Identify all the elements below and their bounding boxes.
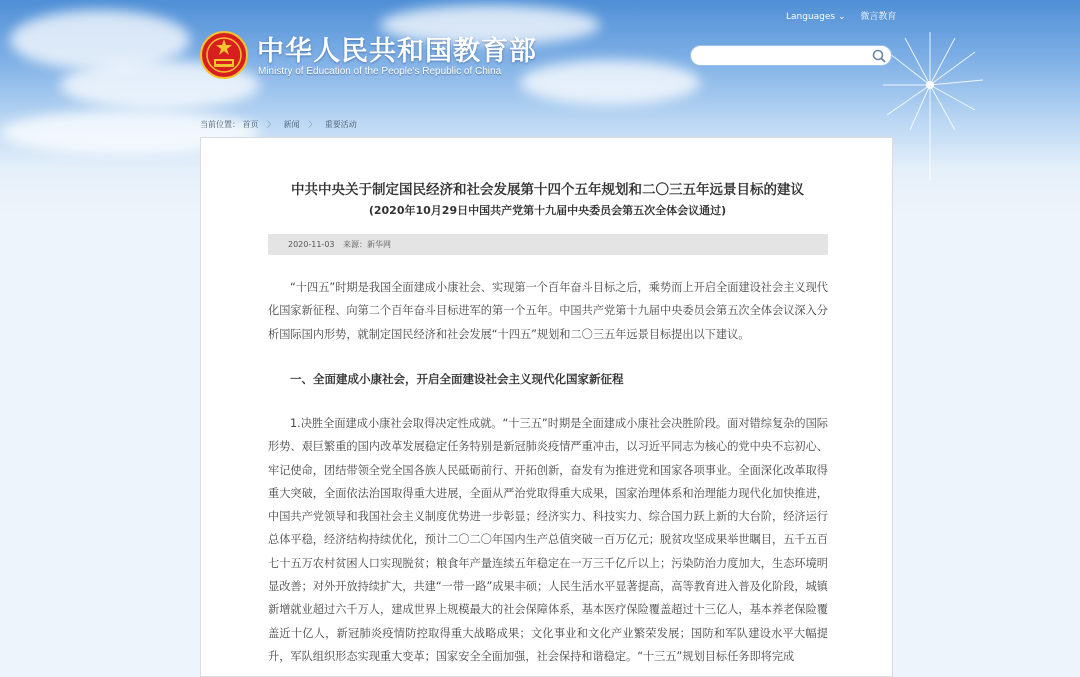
site-subtitle: Ministry of Education of the People's Republic of China bbox=[258, 66, 502, 77]
article-intro-paragraph: “十四五”时期是我国全面建成小康社会、实现第一个百年奋斗目标之后，乘势而上开启全面建设社会主义现代化国家新征程、向第二个百年奋斗目标进军的第一个五年。中国共产党第十九届中央委员会第五次全体会议深入分析国际国内形势，就制定国民经济和社会发展“十四五”规划和二〇三五年远景目标提出以下建议。 bbox=[268, 281, 828, 341]
site-header bbox=[0, 0, 1080, 135]
breadcrumb-item-events[interactable]: 重要活动 bbox=[324, 120, 357, 129]
languages-menu[interactable] bbox=[786, 12, 846, 22]
search-box[interactable] bbox=[690, 45, 892, 66]
article-source: 来源：新华网 bbox=[343, 240, 392, 249]
article-subtitle: (2020年10月29日中国共产党第十九届中央委员会第五次全体会议通过) bbox=[368, 204, 727, 217]
article-meta-bar bbox=[268, 234, 828, 255]
breadcrumb-separator: 〉 bbox=[267, 120, 276, 129]
article-title: 中共中央关于制定国民经济和社会发展第十四个五年规划和二〇三五年远景目标的建议 bbox=[291, 182, 804, 198]
breadcrumb-item-home[interactable]: 首页 bbox=[242, 120, 259, 129]
section-heading: 一、全面建成小康社会，开启全面建设社会主义现代化国家新征程 bbox=[290, 372, 624, 386]
breadcrumb bbox=[200, 119, 357, 130]
site-title[interactable]: 中华人民共和国教育部 bbox=[257, 36, 537, 67]
national-emblem-icon[interactable] bbox=[200, 31, 248, 79]
breadcrumb-separator: 〉 bbox=[308, 120, 317, 129]
languages-label: Languages bbox=[786, 12, 836, 22]
search-icon[interactable] bbox=[872, 49, 886, 63]
top-links bbox=[786, 9, 896, 22]
article-panel bbox=[200, 137, 893, 677]
breadcrumb-item-news[interactable]: 新闻 bbox=[283, 120, 300, 129]
article-body-paragraph: 1.决胜全面建成小康社会取得决定性成就。“十三五”时期是全面建成小康社会决胜阶段。面对错综复杂的国际形势、艰巨繁重的国内改革发展稳定任务特别是新冠肺炎疫情严重冲击，以习近平同志为核心的党中央不忘初心、牢记使命，团结带领全党全国各族人民砥砺前行、开拓创新，奋发有为推进党和国家各项事业。全面深化改革取得重大突破，全面依法治国取得重大进展，全面从严治党取得重大成果，国家治理体系和治理能力现代化加快推进，中国共产党领导和我国社会主义制度优势进一步彰显；经济实力、科技实力、综合国力跃上新的大台阶，经济运行总体平稳，经济结构持续优化，预计二〇二〇年国内生产总值突破一百万亿元；脱贫攻坚成果举世瞩目，五千五百七十五万农村贫困人口实现脱贫；粮食年产量连续五年稳定在一万三千亿斤以上；污染防治力度加大，生态环境明显改善；对外开放持续扩大，共建“一带一路”成果丰硕；人民生活水平显著提高，高等教育进入普及化阶段，城镇新增就业超过六千万人，建成世界上规模最大的社会保障体系，基本医疗保险覆盖超过十三亿人，基本养老保险覆盖近十亿人，新冠肺炎疫情防控取得重大战略成果；文化事业和文化产业繁荣发展；国防和军队建设水平大幅提升，军队组织形态实现重大变革；国家安全全面加强，社会保持和谐稳定。“十三五”规划目标任务即将完成 bbox=[268, 417, 828, 663]
article-date: 2020-11-03 bbox=[288, 240, 335, 249]
weibo-link[interactable]: 微言教育 bbox=[860, 12, 897, 22]
chevron-down-icon: ⌄ bbox=[837, 12, 846, 22]
breadcrumb-prefix: 当前位置： bbox=[200, 120, 240, 129]
